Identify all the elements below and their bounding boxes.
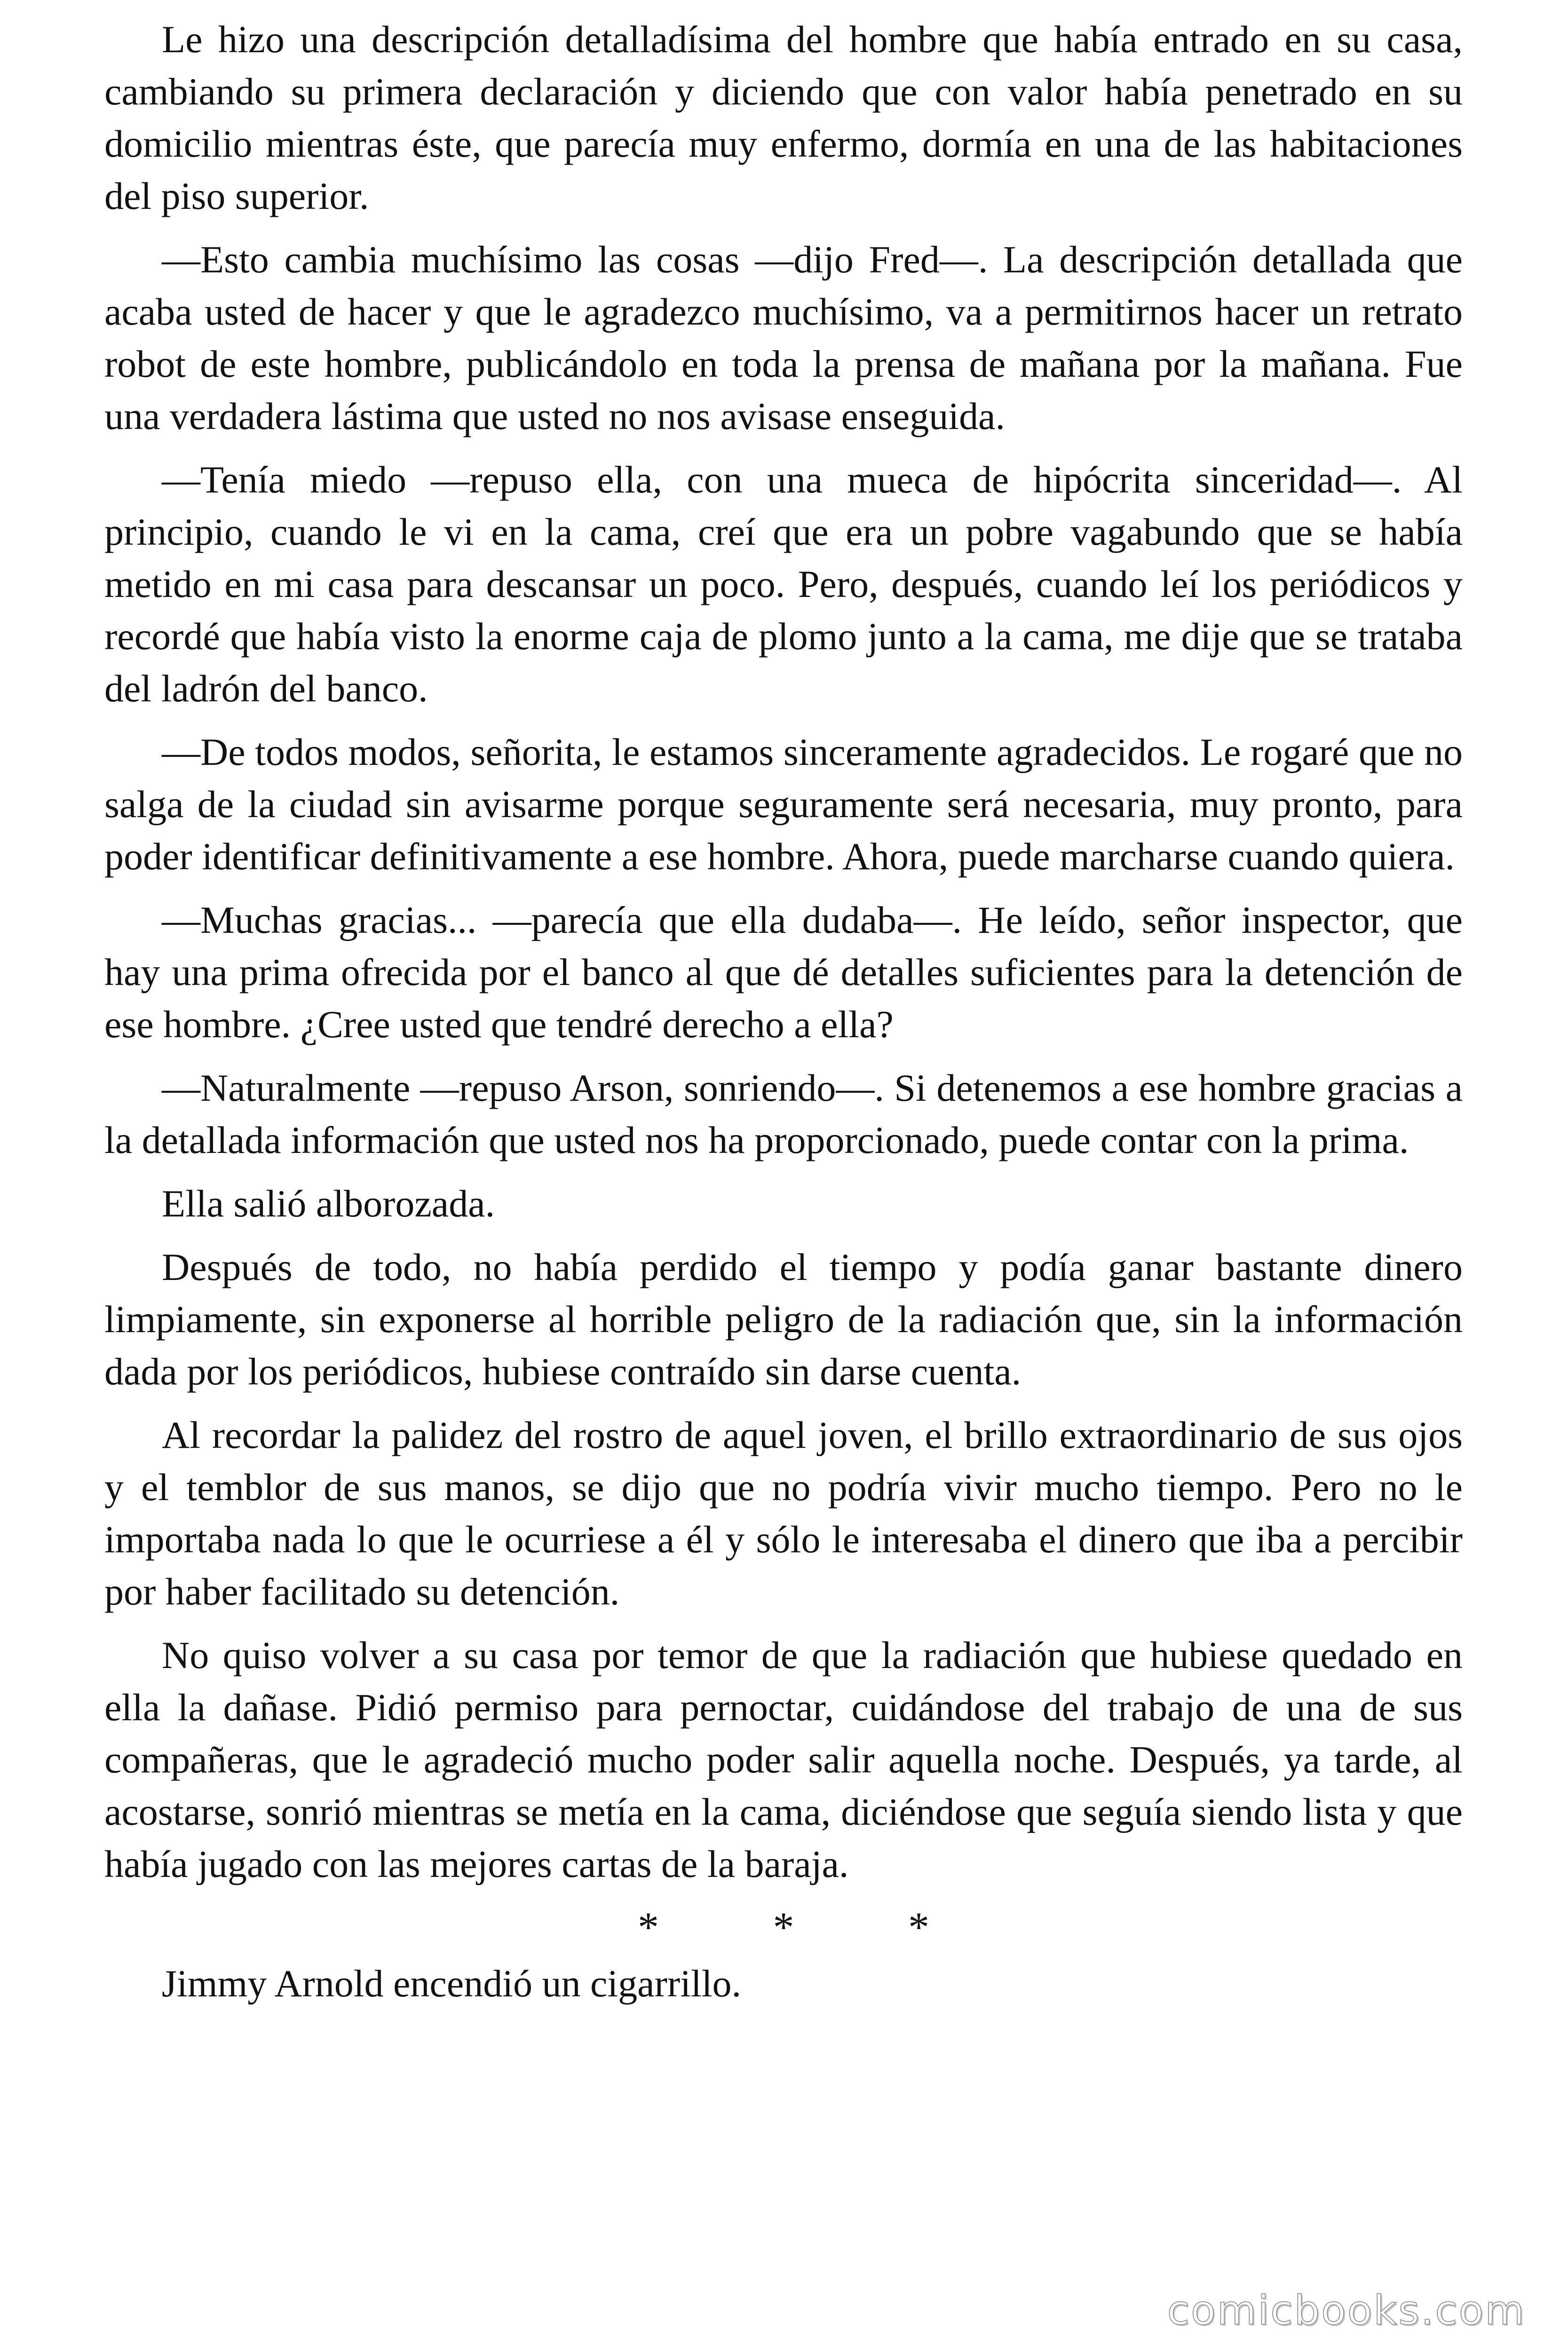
watermark: comicbooks.com <box>1167 2287 1526 2334</box>
paragraph: —De todos modos, señorita, le estamos sinceramente agradecidos. Le rogaré que no salga de la ciudad sin avisarme porque seguramente será necesaria, muy pronto, para poder identificar definitivamente a ese hombre. Ahora, puede marcharse cuando quiera. <box>104 731 1463 878</box>
paragraph: Después de todo, no había perdido el tiempo y podía ganar bastante dinero limpiamente, sin exponerse al horrible peligro de la radiación que, sin la información dada por los periódicos, hubiese contraído sin darse cuenta. <box>104 1246 1463 1393</box>
body-text <box>104 13 1463 2021</box>
paragraph: —Tenía miedo —repuso ella, con una mueca de hipócrita sinceridad—. Al principio, cuando le vi en la cama, creí que era un pobre vagabundo que se había metido en mi casa para descansar un poco. Pero, después, cuando leí los periódicos y recordé que había visto la enorme caja de plomo junto a la cama, me dije que se trataba del ladrón del banco. <box>104 458 1463 710</box>
paragraph: —Naturalmente —repuso Arson, sonriendo—. Si detenemos a ese hombre gracias a la detallada información que usted nos ha proporcionado, puede contar con la prima. <box>104 1066 1463 1161</box>
paragraph: No quiso volver a su casa por temor de que la radiación que hubiese quedado en ella la dañase. Pidió permiso para pernoctar, cuidándose del trabajo de una de sus compañeras, que le agradeció mucho poder salir aquella noche. Después, ya tarde, al acostarse, sonrió mientras se metía en la cama, diciéndose que seguía siendo lista y que había jugado con las mejores cartas de la baraja. <box>104 1634 1463 1885</box>
closing-paragraph: Jimmy Arnold encendió un cigarrillo. <box>162 1962 742 2005</box>
paragraph: —Muchas gracias... —parecía que ella dudaba—. He leído, señor inspector, que hay una prima ofrecida por el banco al que dé detalles suficientes para la detención de ese hombre. ¿Cree usted que tendré derecho a ella? <box>104 898 1463 1046</box>
paragraph: Le hizo una descripción detalladísima del hombre que había entrado en su casa, cambiando su primera declaración y diciendo que con valor había penetrado en su domicilio mientras éste, que parecía muy enfermo, dormía en una de las habitaciones del piso superior. <box>104 18 1463 217</box>
section-separator: * * * <box>638 1904 981 1951</box>
paragraph: Al recordar la palidez del rostro de aquel joven, el brillo extraordinario de sus ojos y el temblor de sus manos, se dijo que no podría vivir mucho tiempo. Pero no le importaba nada lo que le ocurriese a él y sólo le interesaba el dinero que iba a percibir por haber facilitado su detención. <box>104 1414 1463 1613</box>
paragraph: Ella salió alborozada. <box>162 1182 495 1225</box>
paragraph: —Esto cambia muchísimo las cosas —dijo Fred—. La descripción detallada que acaba usted de hacer y que le agradezco muchísimo, va a permitirnos hacer un retrato robot de este hombre, publicándolo en toda la prensa de mañana por la mañana. Fue una verdadera lástima que usted no nos avisase enseguida. <box>104 238 1463 437</box>
